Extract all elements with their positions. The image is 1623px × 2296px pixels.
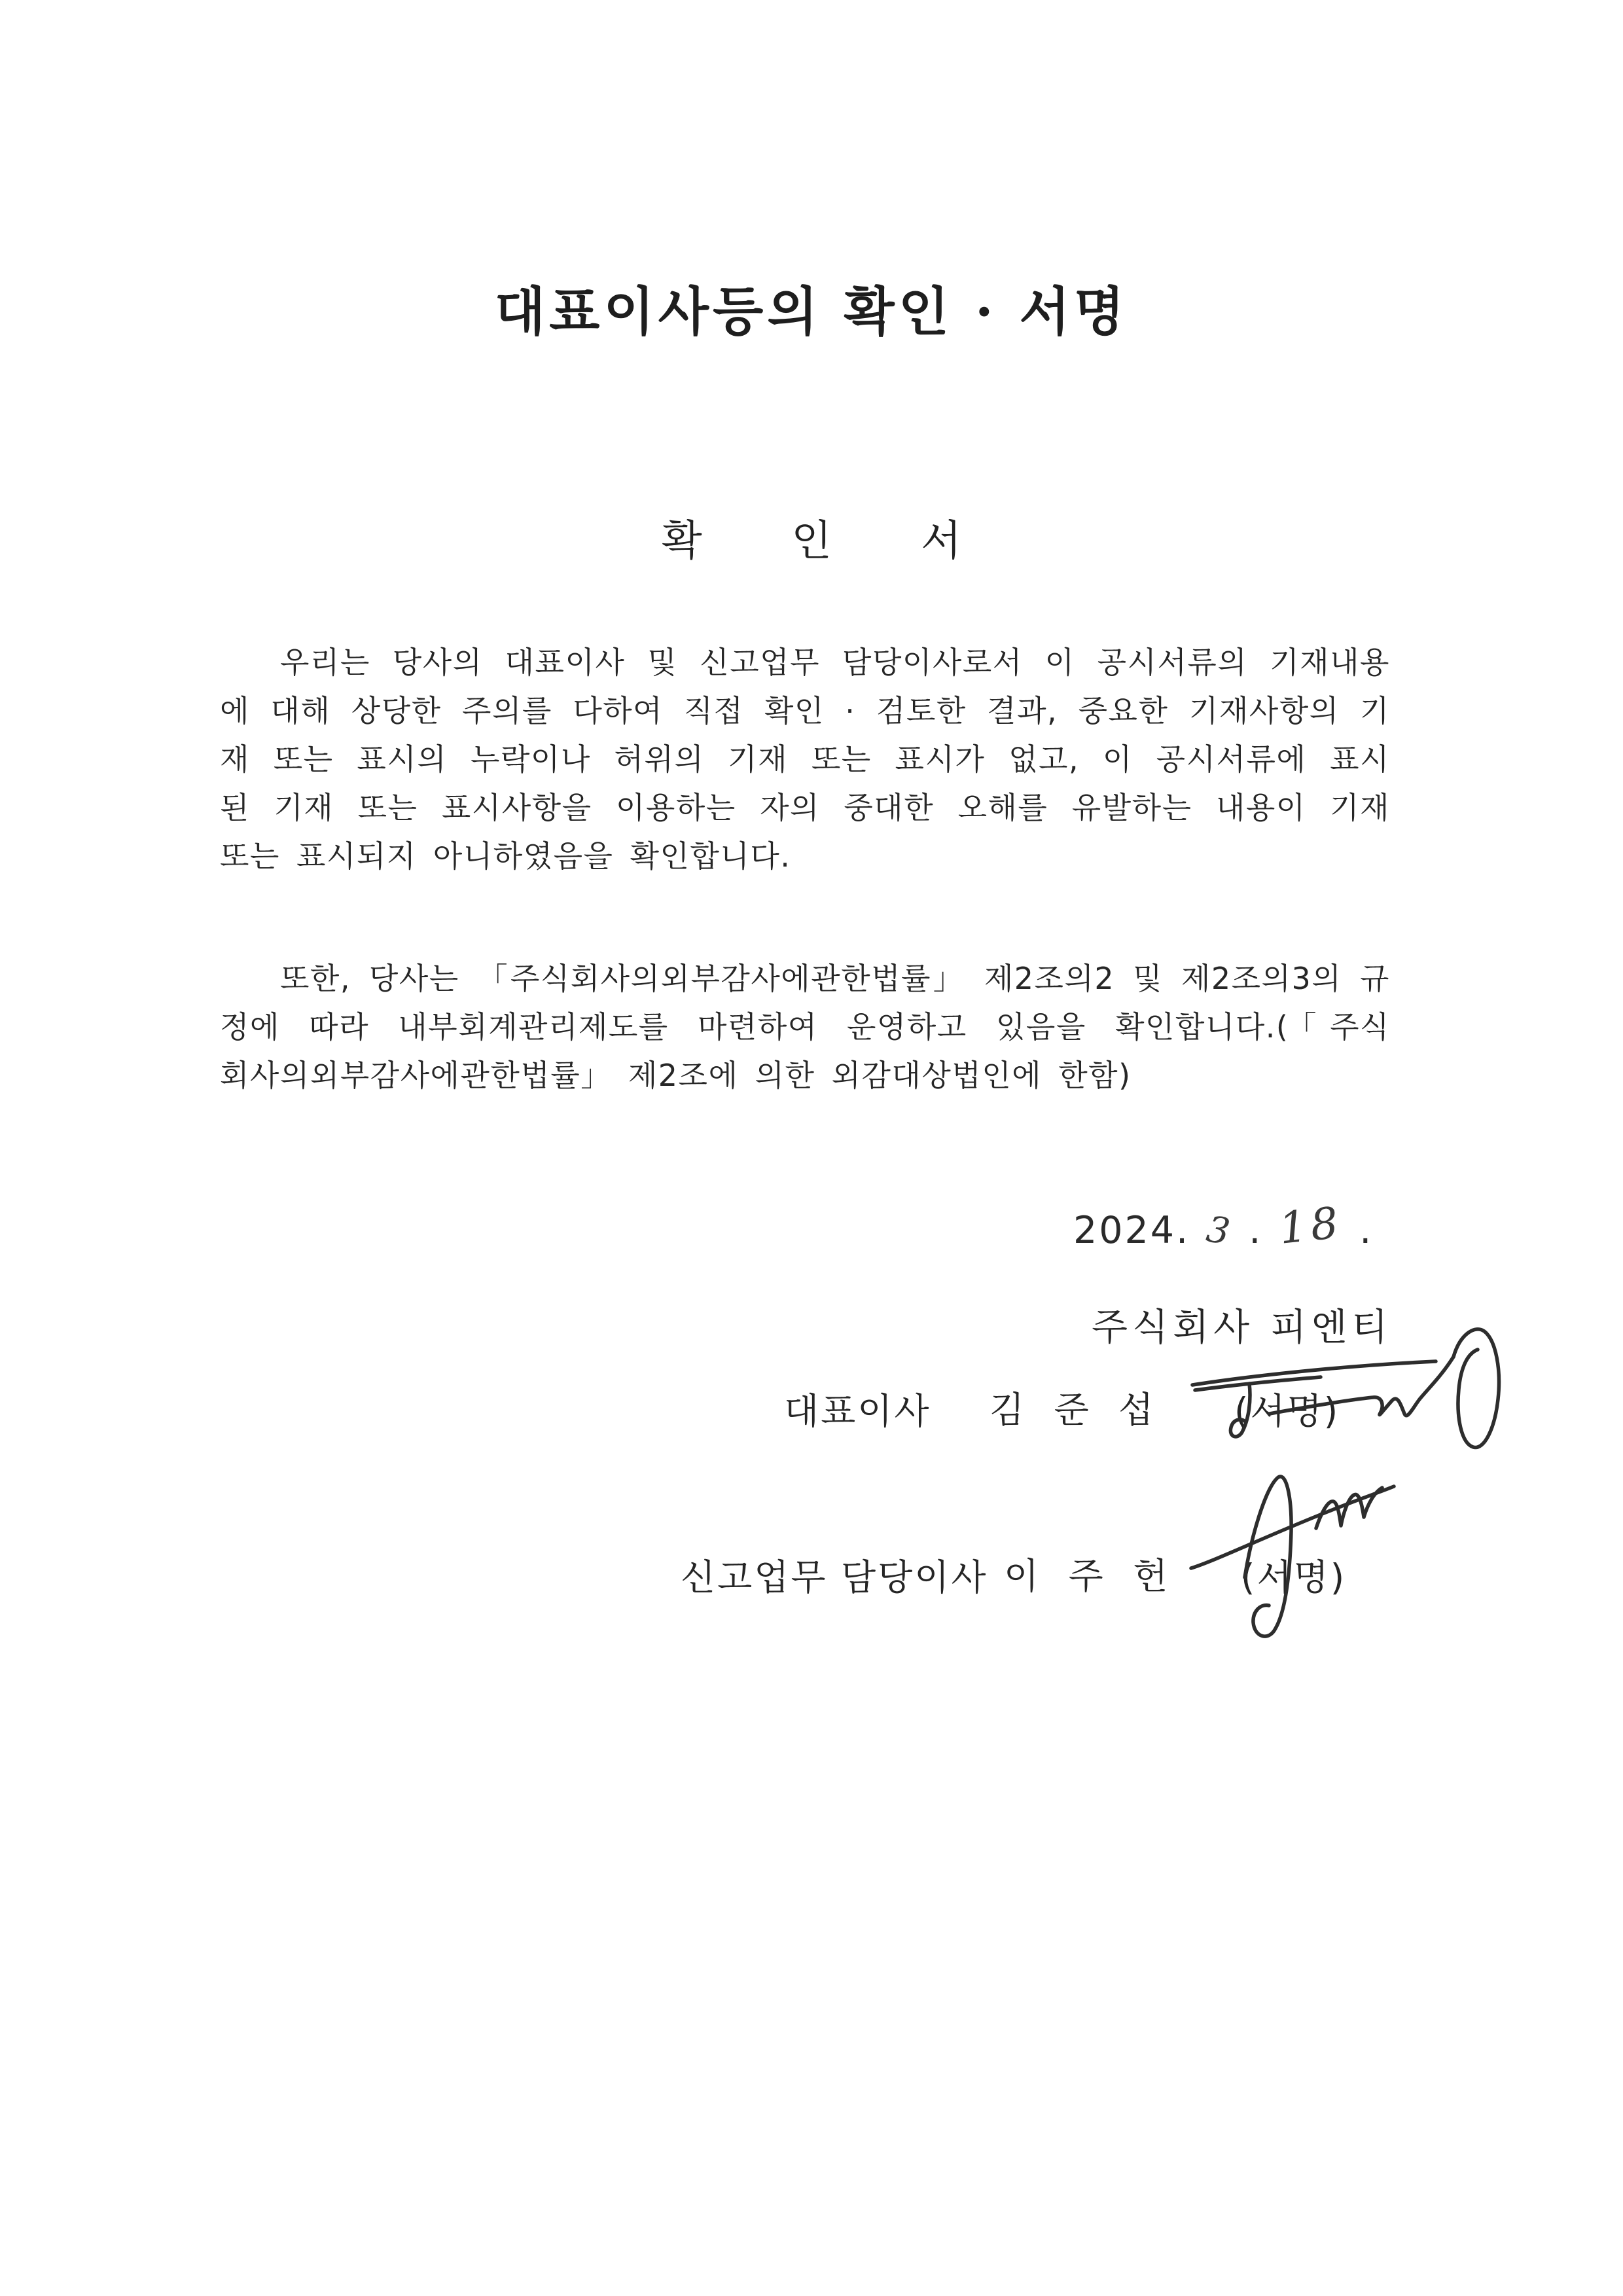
date-month-handwritten: 3 xyxy=(1204,1208,1235,1253)
paragraph-line: 회사의외부감사에관한법률」 제2조에 의한 외감대상법인에 한함) xyxy=(220,1058,1132,1093)
paragraph-line: 된 기재 또는 표시사항을 이용하는 자의 중대한 오해를 유발하는 내용이 기재 xyxy=(220,790,1390,825)
paragraph-line: 우리는 당사의 대표이사 및 신고업무 담당이사로서 이 공시서류의 기재내용 xyxy=(280,645,1390,680)
signer-role-ceo: 대표이사 xyxy=(784,1390,931,1432)
sign-here-label-ceo: (서명) xyxy=(1234,1390,1340,1432)
paragraph-line: 또한, 당사는 「주식회사의외부감사에관한법률」 제2조의2 및 제2조의3의 규 xyxy=(280,961,1390,996)
confirmation-heading: 확 인 서 xyxy=(661,517,1000,565)
paragraph-line: 정에 따라 내부회계관리제도를 마련하여 운영하고 있음을 확인합니다.(「주식 xyxy=(220,1009,1390,1045)
date-day-handwritten: 18 xyxy=(1277,1197,1345,1254)
signer-role-reporting-officer: 신고업무 담당이사 xyxy=(681,1556,988,1598)
paragraph-line: 재 또는 표시의 누락이나 허위의 기재 또는 표시가 없고, 이 공시서류에 표시 xyxy=(220,742,1390,777)
paragraph-line: 에 대해 상당한 주의를 다하여 직접 확인 · 검토한 결과, 중요한 기재사항의 기 xyxy=(220,693,1390,728)
date-dot: . xyxy=(1359,1209,1374,1252)
handwritten-signature-reporting-officer xyxy=(1177,1465,1412,1655)
date-line xyxy=(1073,1197,1374,1254)
signer-name-reporting-officer: 이 주 헌 xyxy=(1004,1555,1177,1597)
date-year: 2024. xyxy=(1073,1209,1190,1252)
paragraph-line: 또는 표시되지 아니하였음을 확인합니다. xyxy=(220,838,791,874)
sign-here-label-reporting-officer: (서명) xyxy=(1241,1556,1347,1598)
paragraph-confirmation xyxy=(220,638,1390,880)
company-name: 주식회사 피엔티 xyxy=(1092,1306,1393,1349)
paragraph-internal-accounting xyxy=(220,954,1390,1100)
date-dot: . xyxy=(1249,1209,1263,1252)
handwritten-signature-ceo xyxy=(1182,1321,1509,1458)
signer-name-ceo: 김 준 섭 xyxy=(990,1389,1163,1431)
document-title: 대표이사등의 확인 · 서명 xyxy=(494,281,1129,342)
